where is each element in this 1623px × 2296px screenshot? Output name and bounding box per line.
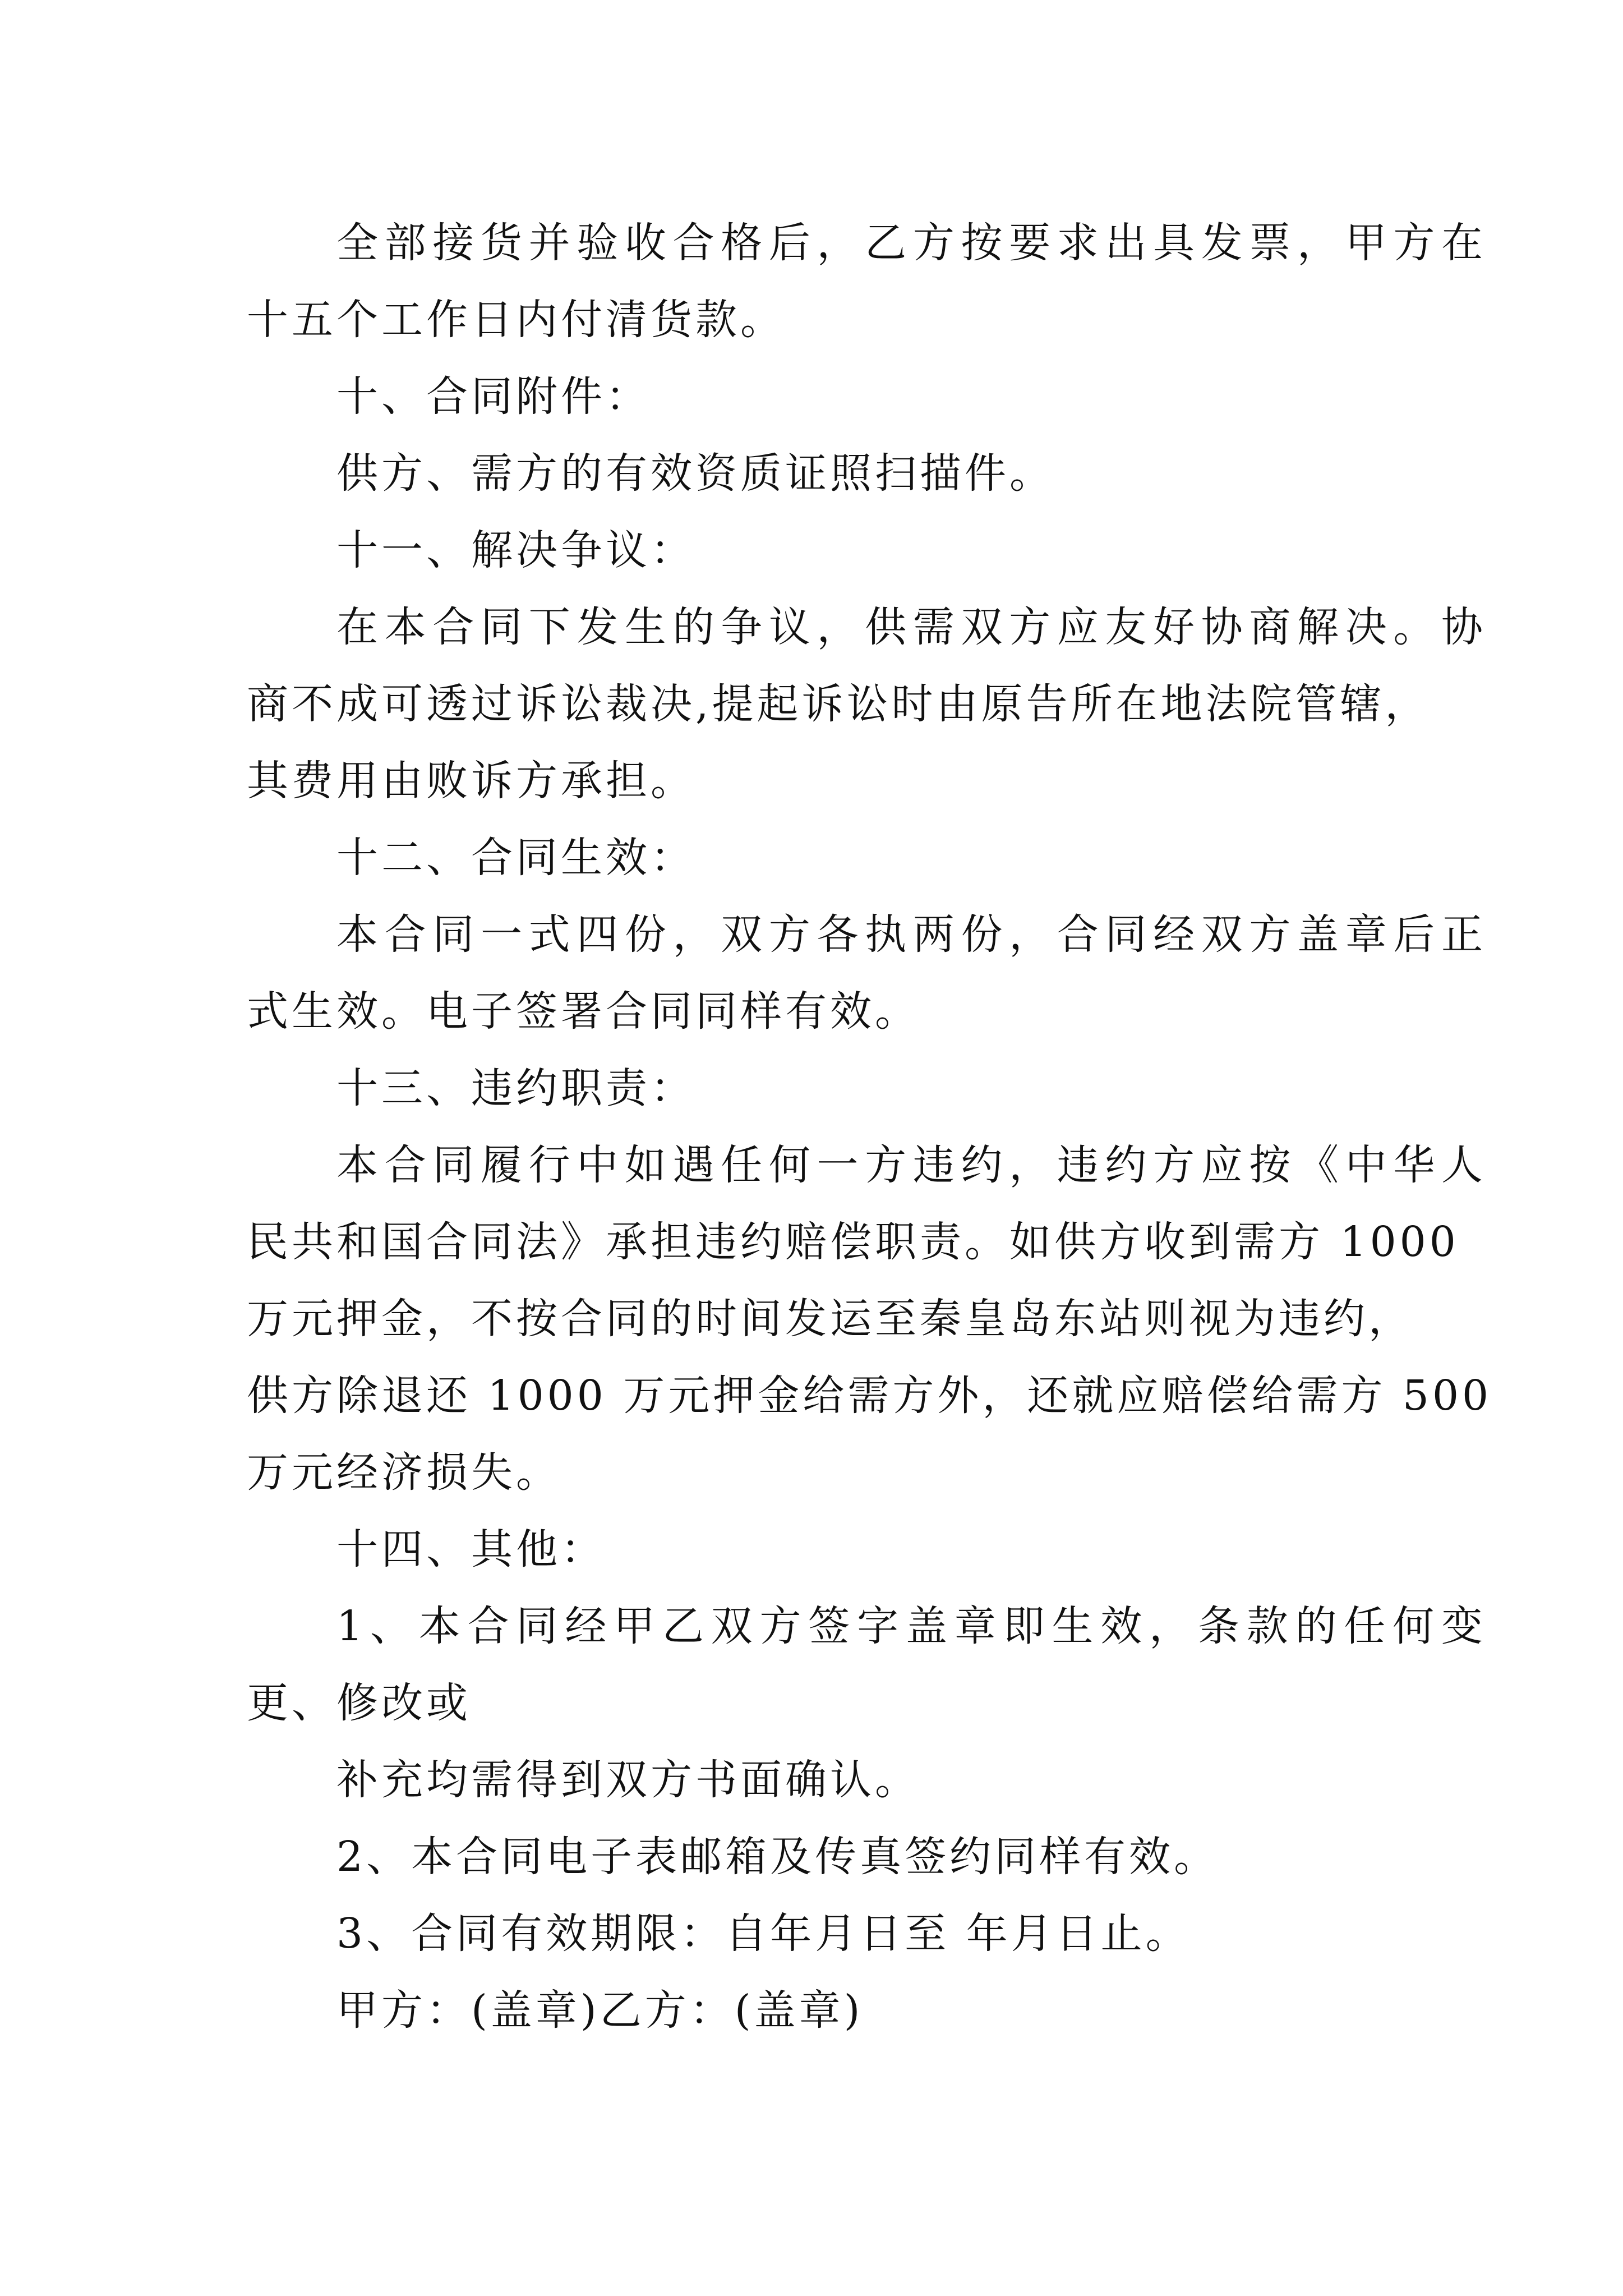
text-line: 民共和国合同法》承担违约赔偿职责。如供方收到需方 1000 — [247, 1218, 1459, 1266]
text-line: 本合同履行中如遇任何一方违约，违约方应按《中华人 — [336, 1141, 1486, 1189]
text-line: 更、修改或 — [247, 1679, 471, 1727]
signature-line: 甲方：(盖章)乙方：(盖章) — [336, 1986, 864, 2035]
text-line: 十五个工作日内付清货款。 — [247, 296, 785, 344]
text-line: 本合同一式四份，双方各执两份，合同经双方盖章后正 — [336, 910, 1486, 959]
text-line: 在本合同下发生的争议，供需双方应友好协商解决。协 — [336, 603, 1486, 651]
text-line: 其费用由败诉方承担。 — [247, 757, 695, 805]
text-line: 万元经济损失。 — [247, 1448, 561, 1497]
text-line: 1、本合同经甲乙双方签字盖章即生效，条款的任何变 — [336, 1602, 1486, 1650]
text-line: 补充均需得到双方书面确认。 — [336, 1756, 920, 1804]
section-heading: 十四、其他： — [336, 1525, 606, 1573]
section-heading: 十、合同附件： — [336, 372, 651, 421]
section-heading: 十二、合同生效： — [336, 834, 695, 882]
text-line: 2、本合同电子表邮箱及传真签约同样有效。 — [336, 1833, 1219, 1881]
text-line: 供方除退还 1000 万元押金给需方外，还就应赔偿给需方 500 — [247, 1372, 1492, 1420]
section-heading: 十三、违约职责： — [336, 1064, 695, 1112]
text-line: 商不成可透过诉讼裁决,提起诉讼时由原告所在地法院管辖， — [247, 680, 1430, 728]
text-line: 供方、需方的有效资质证照扫描件。 — [336, 449, 1054, 498]
text-line: 万元押金，不按合同的时间发运至秦皇岛东站则视为违约， — [247, 1295, 1413, 1343]
text-line: 全部接货并验收合格后，乙方按要求出具发票，甲方在 — [336, 219, 1486, 267]
section-heading: 十一、解决争议： — [336, 526, 695, 574]
text-line: 式生效。电子签署合同同样有效。 — [247, 987, 920, 1036]
text-line: 3、合同有效期限：自年月日至 年月日止。 — [336, 1910, 1191, 1958]
